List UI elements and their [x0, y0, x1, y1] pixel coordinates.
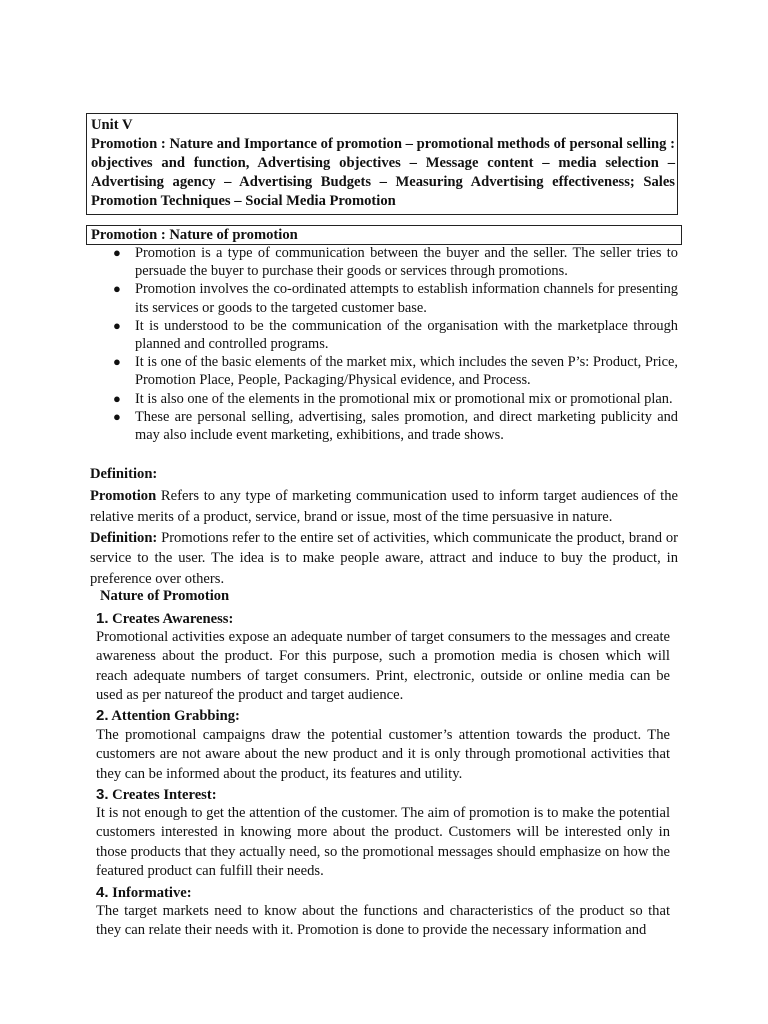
unit-title: Unit V — [91, 117, 133, 133]
nature-item-paragraph: It is not enough to get the attention of the customer. The aim of promotion is to make the potential customers interested in knowing more about the product. Customers will be interested only in those products that they actually need, so the promotional messages should emphasize on how the featured product can fulfill their needs. — [96, 805, 670, 880]
bullet-text: Promotion involves the co-ordinated attempts to establish information channels for presenting its services or goods to the targeted customer base. — [135, 281, 678, 316]
item-number: 4. — [96, 884, 109, 901]
bullet-text: It is one of the basic elements of the market mix, which includes the seven P’s: Product, Price, Promotion Place, People, Packaging/Physical evidence, and Process. — [135, 354, 678, 389]
nature-bullet-list — [112, 244, 678, 444]
bullet-text: These are personal selling, advertising, sales promotion, and direct marketing publicity and may also include event marketing, exhibitions, and trade shows. — [135, 408, 678, 444]
unit-topics: Promotion : Nature and Importance of promotion – promotional methods of personal selling : objectives and function, Advertising objectives – Message content – media selection – Advertising agency – Advertising Budgets – Measuring Advertising effectiveness; Sales Promotion Techniques – Social Media Promotion — [91, 136, 675, 209]
nature-item-heading — [96, 884, 192, 902]
definition-paragraph-2 — [90, 528, 678, 590]
definition-text: Refers to any type of marketing communication used to inform target audiences of the relative merits of a product, service, brand or issue, most of the time persuasive in nature. — [90, 488, 678, 525]
item-number: 1. — [96, 610, 109, 627]
definition-paragraph-1 — [90, 486, 678, 528]
definition-text: Promotions refer to the entire set of activities, which communicate the product, brand or service to the user. The idea is to make people aware, attract and induce to buy the product, in preference over others. — [90, 529, 678, 588]
definition-lead: Promotion — [90, 488, 157, 504]
section-title-box — [86, 225, 682, 245]
item-number: 3. — [96, 786, 109, 803]
definition-lead: Definition: — [90, 529, 158, 546]
definition-heading: Definition: — [90, 466, 158, 482]
nature-item-heading — [96, 610, 233, 628]
bullet-icon: ● — [113, 317, 121, 333]
nature-item-heading — [96, 786, 217, 804]
unit-summary-box — [86, 113, 678, 215]
section-title: Promotion : Nature of promotion — [91, 227, 298, 243]
list-item — [112, 280, 678, 316]
bullet-icon: ● — [113, 245, 121, 260]
bullet-icon: ● — [113, 281, 121, 297]
definitions-block — [90, 464, 678, 590]
item-title: Creates Awareness: — [108, 611, 234, 627]
list-item — [112, 244, 678, 280]
list-item — [112, 353, 678, 389]
bullet-icon: ● — [113, 354, 121, 370]
list-item — [112, 408, 678, 444]
item-title: Creates Interest: — [108, 787, 217, 803]
item-title: Informative: — [108, 885, 192, 901]
nature-item-paragraph: The target markets need to know about the functions and characteristics of the product so that they can relate their needs with it. Promotion is done to provide the necessary information and — [96, 903, 670, 939]
bullet-text: It is understood to be the communication of the organisation with the marketplace through planned and controlled programs. — [135, 317, 678, 353]
bullet-icon: ● — [113, 390, 121, 406]
bullet-text: It is also one of the elements in the promotional mix or promotional mix or promotional plan. — [135, 390, 673, 407]
item-title: Attention Grabbing: — [108, 708, 240, 724]
nature-item-heading — [96, 707, 240, 725]
bullet-icon: ● — [113, 408, 121, 424]
nature-heading: Nature of Promotion — [100, 588, 230, 604]
nature-item-paragraph: Promotional activities expose an adequate number of target consumers to the messages and create awareness about the product. For this purpose, such a promotion media is chosen which will reach adequate numbers of target consumers. Print, electronic, outside or online media can be used as per natureof the product and target audience. — [96, 629, 670, 704]
list-item — [112, 390, 678, 408]
item-number: 2. — [96, 707, 109, 724]
nature-item-paragraph: The promotional campaigns draw the potential customer’s attention towards the product. The customers are not aware about the new product and it is only through promotional activities that they can be informed about the product, its features and utility. — [96, 727, 670, 782]
list-item — [112, 317, 678, 353]
bullet-text: Promotion is a type of communication between the buyer and the seller. The seller tries to persuade the buyer to purchase their goods or services through promotions. — [135, 245, 678, 280]
